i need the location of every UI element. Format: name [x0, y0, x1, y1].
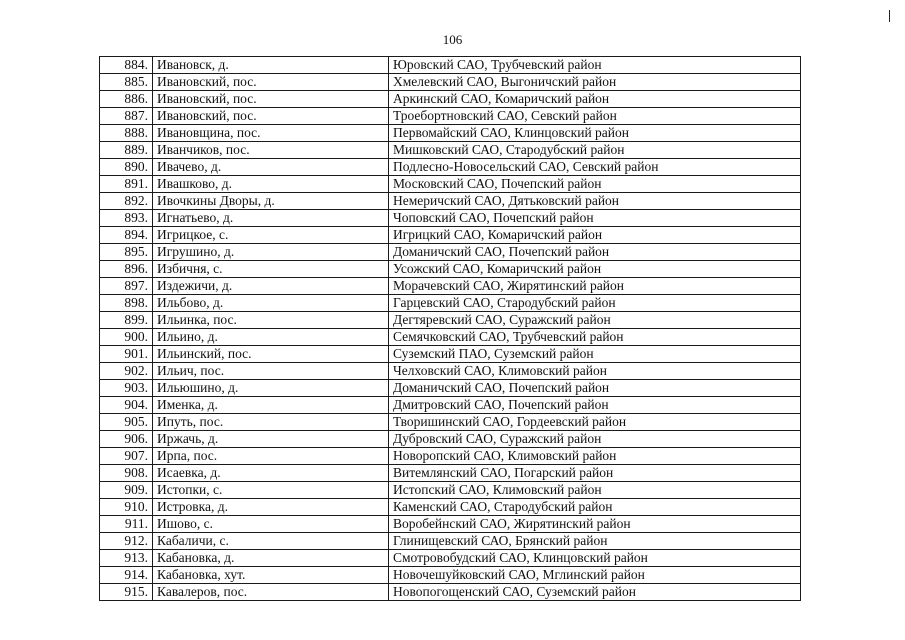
administrative-area: Челховский САО, Климовский район [389, 363, 801, 380]
row-number: 909. [100, 482, 153, 499]
administrative-area: Гарцевский САО, Стародубский район [389, 295, 801, 312]
administrative-area: Хмелевский САО, Выгоничский район [389, 74, 801, 91]
table-row [100, 142, 801, 159]
table-row [100, 465, 801, 482]
row-number: 914. [100, 567, 153, 584]
row-number: 894. [100, 227, 153, 244]
settlement-name: Ивановск, д. [153, 57, 389, 74]
table-row [100, 193, 801, 210]
row-number: 900. [100, 329, 153, 346]
administrative-area: Доманичский САО, Почепский район [389, 380, 801, 397]
administrative-area: Дмитровский САО, Почепский район [389, 397, 801, 414]
administrative-area: Воробейнский САО, Жирятинский район [389, 516, 801, 533]
settlement-name: Кавалеров, пос. [153, 584, 389, 601]
table-row [100, 431, 801, 448]
settlement-name: Ивановский, пос. [153, 108, 389, 125]
row-number: 891. [100, 176, 153, 193]
row-number: 892. [100, 193, 153, 210]
row-number: 904. [100, 397, 153, 414]
settlement-name: Ильич, пос. [153, 363, 389, 380]
table-row [100, 176, 801, 193]
settlement-name: Ильинский, пос. [153, 346, 389, 363]
row-number: 912. [100, 533, 153, 550]
row-number: 903. [100, 380, 153, 397]
administrative-area: Доманичский САО, Почепский район [389, 244, 801, 261]
table-row [100, 397, 801, 414]
administrative-area: Новоропский САО, Климовский район [389, 448, 801, 465]
row-number: 911. [100, 516, 153, 533]
table-row [100, 57, 801, 74]
table-row [100, 482, 801, 499]
row-number: 905. [100, 414, 153, 431]
page-number: 106 [442, 32, 463, 47]
settlement-name: Ильюшино, д. [153, 380, 389, 397]
settlement-name: Ивановщина, пос. [153, 125, 389, 142]
table-row [100, 329, 801, 346]
administrative-area: Глинищевский САО, Брянский район [389, 533, 801, 550]
row-number: 899. [100, 312, 153, 329]
settlement-name: Игрицкое, с. [153, 227, 389, 244]
settlement-name: Истровка, д. [153, 499, 389, 516]
table-row [100, 244, 801, 261]
administrative-area: Троебортновский САО, Севский район [389, 108, 801, 125]
settlement-name: Кабаличи, с. [153, 533, 389, 550]
table-row [100, 533, 801, 550]
administrative-area: Смотровобудский САО, Клинцовский район [389, 550, 801, 567]
row-number: 895. [100, 244, 153, 261]
administrative-area: Юровский САО, Трубчевский район [389, 57, 801, 74]
settlement-name: Ильбово, д. [153, 295, 389, 312]
settlement-name: Ильино, д. [153, 329, 389, 346]
administrative-area: Мишковский САО, Стародубский район [389, 142, 801, 159]
table-body [100, 57, 801, 601]
row-number: 889. [100, 142, 153, 159]
table-row [100, 567, 801, 584]
administrative-area: Аркинский САО, Комаричский район [389, 91, 801, 108]
table-row [100, 74, 801, 91]
row-number: 913. [100, 550, 153, 567]
administrative-area: Новопогощенский САО, Суземский район [389, 584, 801, 601]
table-row [100, 516, 801, 533]
row-number: 885. [100, 74, 153, 91]
administrative-area: Новочешуйковский САО, Мглинский район [389, 567, 801, 584]
table-row [100, 159, 801, 176]
settlement-name: Ивановский, пос. [153, 74, 389, 91]
row-number: 890. [100, 159, 153, 176]
administrative-area: Чоповский САО, Почепский район [389, 210, 801, 227]
administrative-area: Творишинский САО, Гордеевский район [389, 414, 801, 431]
table-row [100, 363, 801, 380]
row-number: 906. [100, 431, 153, 448]
row-number: 886. [100, 91, 153, 108]
row-number: 887. [100, 108, 153, 125]
row-number: 893. [100, 210, 153, 227]
settlement-name: Ирпа, пос. [153, 448, 389, 465]
administrative-area: Московский САО, Почепский район [389, 176, 801, 193]
table-row [100, 499, 801, 516]
settlement-name: Ивашково, д. [153, 176, 389, 193]
settlement-name: Издежичи, д. [153, 278, 389, 295]
table-row [100, 261, 801, 278]
settlement-name: Ильинка, пос. [153, 312, 389, 329]
settlement-name: Именка, д. [153, 397, 389, 414]
table-row [100, 91, 801, 108]
settlement-name: Ивановский, пос. [153, 91, 389, 108]
settlement-name: Игнатьево, д. [153, 210, 389, 227]
table-row [100, 584, 801, 601]
table-row [100, 295, 801, 312]
settlement-name: Кабановка, хут. [153, 567, 389, 584]
row-number: 898. [100, 295, 153, 312]
row-number: 915. [100, 584, 153, 601]
table-row [100, 448, 801, 465]
margin-mark [889, 10, 890, 22]
settlement-name: Игрушино, д. [153, 244, 389, 261]
table-row [100, 210, 801, 227]
administrative-area: Истопский САО, Климовский район [389, 482, 801, 499]
settlement-name: Ивочкины Дворы, д. [153, 193, 389, 210]
settlement-name: Избичня, с. [153, 261, 389, 278]
administrative-area: Витемлянский САО, Погарский район [389, 465, 801, 482]
table-row [100, 346, 801, 363]
settlement-name: Ишово, с. [153, 516, 389, 533]
row-number: 897. [100, 278, 153, 295]
settlement-name: Ивачево, д. [153, 159, 389, 176]
row-number: 910. [100, 499, 153, 516]
row-number: 908. [100, 465, 153, 482]
administrative-area: Морачевский САО, Жирятинский район [389, 278, 801, 295]
settlements-table [99, 56, 801, 601]
table-row [100, 414, 801, 431]
table-row [100, 125, 801, 142]
settlement-name: Ипуть, пос. [153, 414, 389, 431]
row-number: 888. [100, 125, 153, 142]
settlement-name: Иржачь, д. [153, 431, 389, 448]
table-row [100, 312, 801, 329]
administrative-area: Семячковский САО, Трубчевский район [389, 329, 801, 346]
table-row [100, 278, 801, 295]
administrative-area: Подлесно-Новосельский САО, Севский район [389, 159, 801, 176]
administrative-area: Дегтяревский САО, Суражский район [389, 312, 801, 329]
settlement-name: Истопки, с. [153, 482, 389, 499]
administrative-area: Дубровский САО, Суражский район [389, 431, 801, 448]
table-row [100, 380, 801, 397]
settlement-name: Кабановка, д. [153, 550, 389, 567]
settlement-name: Исаевка, д. [153, 465, 389, 482]
administrative-area: Каменский САО, Стародубский район [389, 499, 801, 516]
row-number: 902. [100, 363, 153, 380]
administrative-area: Усожский САО, Комаричский район [389, 261, 801, 278]
table-row [100, 108, 801, 125]
table-row [100, 550, 801, 567]
row-number: 901. [100, 346, 153, 363]
row-number: 884. [100, 57, 153, 74]
administrative-area: Немеричский САО, Дятьковский район [389, 193, 801, 210]
table-row [100, 227, 801, 244]
settlement-name: Иванчиков, пос. [153, 142, 389, 159]
row-number: 896. [100, 261, 153, 278]
administrative-area: Суземский ПАО, Суземский район [389, 346, 801, 363]
row-number: 907. [100, 448, 153, 465]
administrative-area: Первомайский САО, Клинцовский район [389, 125, 801, 142]
administrative-area: Игрицкий САО, Комаричский район [389, 227, 801, 244]
